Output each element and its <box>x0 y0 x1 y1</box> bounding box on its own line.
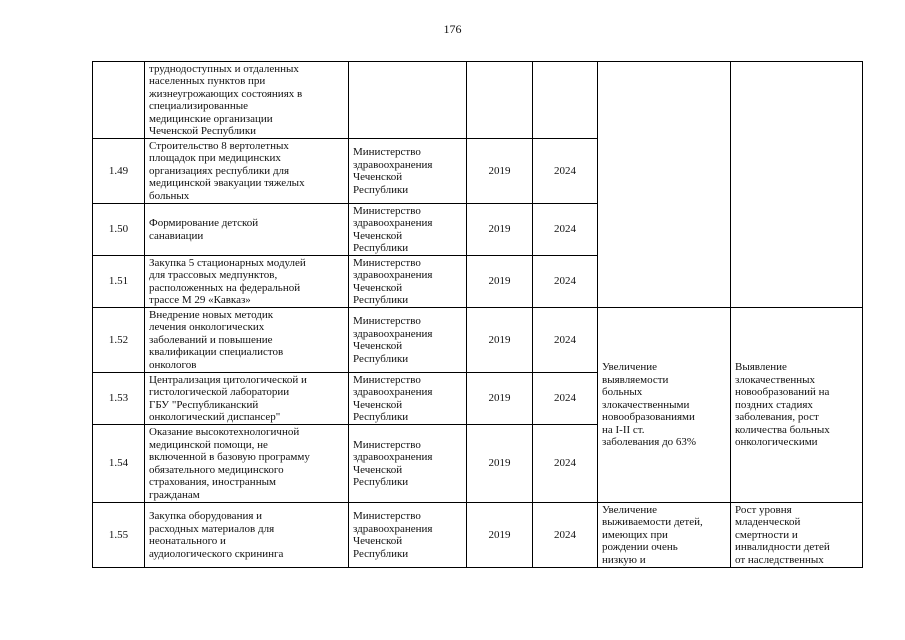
start-year-cell: 2019 <box>467 503 533 568</box>
end-year-cell: 2024 <box>533 256 598 308</box>
executor-text: Министерство здравоохранения Чеченской Республики <box>353 204 433 254</box>
oncology-effect-text: Выявление злокачественных новообразований на поздних стадиях заболевания, рост количества больных онкологическими <box>735 361 830 449</box>
end-year-cell: 2024 <box>533 139 598 204</box>
table-row <box>93 62 863 139</box>
measure-text: Централизация цитологической и гистологической лаборатории ГБУ "Республиканский онкологический диспансер" <box>149 373 307 423</box>
num-cell: 1.54 <box>93 425 145 503</box>
executor-text: Министерство здравоохранения Чеченской Республики <box>353 438 433 488</box>
measure-text: Формирование детской санавиации <box>149 217 259 242</box>
num-cell: 1.55 <box>93 503 145 568</box>
num-cell: 1.50 <box>93 204 145 256</box>
start-year-cell: 2019 <box>467 256 533 308</box>
num-cell: 1.52 <box>93 308 145 373</box>
start-year-cell: 2019 <box>467 308 533 373</box>
start-year-cell: 2019 <box>467 139 533 204</box>
executor-cell <box>349 256 467 308</box>
end-year-cell: 2024 <box>533 373 598 425</box>
executor-cell <box>349 373 467 425</box>
end-year-cell: 2024 <box>533 308 598 373</box>
executor-text: Министерство здравоохранения Чеченской Республики <box>353 146 433 196</box>
oncology-effect-cell <box>731 308 863 503</box>
table-row <box>93 503 863 568</box>
oncology-result-cell <box>598 308 731 503</box>
start-year-cell: 2019 <box>467 204 533 256</box>
start-year-cell: 2019 <box>467 425 533 503</box>
effect-cell <box>731 62 863 308</box>
measure-text: Закупка оборудования и расходных материалов для неонатального и аудиологического скрининга <box>149 510 284 560</box>
screening-result-text: Увеличение выживаемости детей, имеющих при рождении очень низкую и <box>602 503 703 566</box>
measure-cell <box>145 503 349 568</box>
measure-text: Оказание высокотехнологичной медицинской помощи, не включенной в базовую программу обязательного медицинского страхования, иностранным гражданам <box>149 426 310 501</box>
num-cell: 1.53 <box>93 373 145 425</box>
start-year-cell <box>467 62 533 139</box>
executor-cell <box>349 62 467 139</box>
end-year-cell: 2024 <box>533 204 598 256</box>
measure-text: Внедрение новых методик лечения онкологических заболеваний и повышение квалификации специалистов онкологов <box>149 308 284 371</box>
measure-cell <box>145 62 349 139</box>
measure-cell <box>145 373 349 425</box>
executor-text: Министерство здравоохранения Чеченской Республики <box>353 315 433 365</box>
executor-text: Министерство здравоохранения Чеченской Республики <box>353 256 433 306</box>
screening-effect-cell <box>731 503 863 568</box>
end-year-cell: 2024 <box>533 425 598 503</box>
executor-text: Министерство здравоохранения Чеченской Республики <box>353 373 433 423</box>
page-number: 176 <box>443 22 462 36</box>
measure-cell <box>145 139 349 204</box>
measure-cell <box>145 256 349 308</box>
executor-cell <box>349 308 467 373</box>
executor-cell <box>349 139 467 204</box>
measure-text: Закупка 5 стационарных модулей для трассовых медпунктов, расположенных на федеральной трассе М 29 «Кавказ» <box>149 256 306 306</box>
screening-effect-text: Рост уровня младенческой смертности и инвалидности детей от наследственных <box>735 503 830 566</box>
num-cell <box>93 62 145 139</box>
executor-text: Министерство здравоохранения Чеченской Республики <box>353 510 433 560</box>
measures-table <box>92 61 863 568</box>
table-row <box>93 308 863 373</box>
measure-cell <box>145 425 349 503</box>
screening-result-cell <box>598 503 731 568</box>
oncology-result-text: Увеличение выявляемости больных злокачественными новообразованиями на I-II ст. заболевания до 63% <box>602 361 697 449</box>
measure-text: Строительство 8 вертолетных площадок при медицинских организациях республики для медицинской эвакуации тяжелых больных <box>149 139 305 202</box>
executor-cell <box>349 503 467 568</box>
executor-cell <box>349 204 467 256</box>
end-year-cell: 2024 <box>533 503 598 568</box>
result-cell <box>598 62 731 308</box>
measure-cell <box>145 204 349 256</box>
measure-text: труднодоступных и отдаленных населенных пунктов при жизнеугрожающих состояниях в специализированные медицинские организации Чеченской Республики <box>149 62 303 137</box>
num-cell: 1.49 <box>93 139 145 204</box>
end-year-cell <box>533 62 598 139</box>
num-cell: 1.51 <box>93 256 145 308</box>
executor-cell <box>349 425 467 503</box>
measure-cell <box>145 308 349 373</box>
start-year-cell: 2019 <box>467 373 533 425</box>
